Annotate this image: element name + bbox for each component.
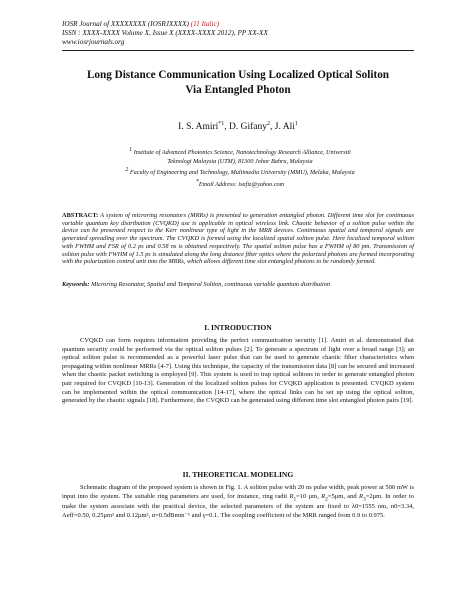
symbol-r3: R [359,492,363,500]
email-line [80,178,400,190]
symbol-r1-sub: 1 [293,495,297,502]
author-2-mark: 2 [267,121,271,127]
symbol-r2-sub: 2 [325,495,328,502]
symbol-r1: R [289,492,294,500]
affiliation-2-line-1: Faculty of Engineering and Technology, Multimedia University (MMU), Melaka, Malaysia [128,169,355,177]
header-rule [62,50,414,51]
symbol-r2: R [321,492,326,500]
journal-website[interactable]: www.iosrjournals.org [62,38,125,46]
author-3-mark: 1 [294,121,298,127]
author-3: , J. Ali [270,122,295,133]
journal-name-line [62,20,422,29]
model-text-b: =10 μm, [296,492,322,500]
theoretical-modeling-body [62,484,414,521]
affiliation-1-line-1: Institute of Advanced Photonics Science, Nanotechnology Research Alliance, Universiti [132,149,351,157]
author-1-mark: *1 [218,121,225,127]
journal-name: IOSR Journal of XXXXXXXX (IOSRJXXXX) [62,20,189,28]
title-line-2: Via Entangled Photon [185,84,291,96]
abstract [62,212,414,266]
author-1: I. S. Amiri [178,122,219,133]
affiliation-2 [80,166,400,178]
theoretical-modeling-paragraph [62,484,414,521]
keywords-label: Keywords: [62,281,90,288]
email-mark: * [195,179,199,185]
journal-header [62,20,422,47]
author-list [62,118,414,133]
keywords-text: Microring Resonator, Spatial and Temporal Soliton, continuous variable quantum distribution [89,281,331,288]
model-text-a: Schematic diagram of the proposed system is shown in Fig. 1. A soliton pulse with 20 ns pulse width, peak power at 500 mW is input into the system. The suitable ring parameters are used, for instance, ring radii [62,484,414,500]
affiliation-1 [80,146,400,166]
symbol-r3-sub: 3 [363,495,366,502]
journal-note: (11 Italic) [190,20,220,28]
section-heading-theoretical-modeling: II. THEORETICAL MODELING [182,470,294,479]
keywords [62,281,414,289]
paper-title [62,68,414,98]
introduction-body [62,337,414,406]
affiliation-1-line-2: Teknologi Malaysia (UTM), 81300 Johor Bahru, Malaysia [167,157,313,165]
section-heading-introduction: I. INTRODUCTION [204,323,272,332]
issn-line: ISSN : XXXX-XXXX Volume X, Issue X (XXXX-XXXX 2012), PP XX-XX [62,29,268,37]
abstract-label: ABSTRACT: [62,212,99,219]
affiliation-1-mark: 1 [129,147,133,153]
model-text-d: =2μm. In order to make the system associate with the practical device, the selected parameters of the system are fixed to λ0=1555 nm, n0=3.34, Aeff=0.50, 0.25μm² and 0.12μm², α=0.5dBmm⁻¹ and γ=0.1. The coupling coefficient of the MRR ranged from 0.9 to 0.975. [62,492,414,520]
author-2: , D. Gifany [224,122,268,133]
abstract-text: A system of microring resonators (MRRs) is presented to generation entangled photon. Different time slot for continuous variable quantum key distribution (CVQKD) use is applicable in optical wireless link. Chaotic behavior of a soliton pulse within the device can be presented respect to the Kerr nonlinear type of light in the MRR devices. Continuous spatial and temporal signals are generated spreading over the spectrum. The CVQKD is formed using the localized spatial soliton pulse. Here localized temporal soliton with FWHM and FSR of 0.2 ps and 0.58 ns is obtained respectively. The spatial soliton pulse has a FWHM of 80 pm. Transmission of soliton pulse with FWHM of 1.5 ps is simulated along the long distance fiber optics where the polarized photons are formed incorporating with the polarization control unit into the MRRs, which allows different time slot entangled photons to be randomly formed. [62,212,414,266]
title-line-1: Long Distance Communication Using Localized Optical Soliton [86,69,390,81]
email-address[interactable]: Email Address: isafiz@yahoo.com [198,181,285,189]
model-text-c: =5μm, and [327,492,360,500]
introduction-paragraph: CVQKD can form requires information providing the perfect communication security [1]. Amiri et al. demonstrated that quantum security could be performed via the optical soliton pulses [2]. To generate a spectrum of light over a broad range [3]; an optical soliton pulse is recommended as a powerful laser pulse that can be used to generate chaotic filter characteristics when propagating within nonlinear MRRs [4-7]. Using this technique, the capacity of the transmission data [8] can be secured and increased when the chaotic packet switching is employed [9]. This system is used to trap optical solitons in order to generate entangled photon pair required for CVQKD [10-13]. Generation of the localized soliton pulses for CVQKD application is presented. CVQKD system can be implemented within the optical communication [14-17], where the optical links can be set up using the optical soliton, generated by the chaotic signals [18]. Furthermore, the CVQKD can be generated using different time slot entangled photon pairs [19]. [62,337,414,405]
affiliation-2-mark: 2 [125,167,129,173]
